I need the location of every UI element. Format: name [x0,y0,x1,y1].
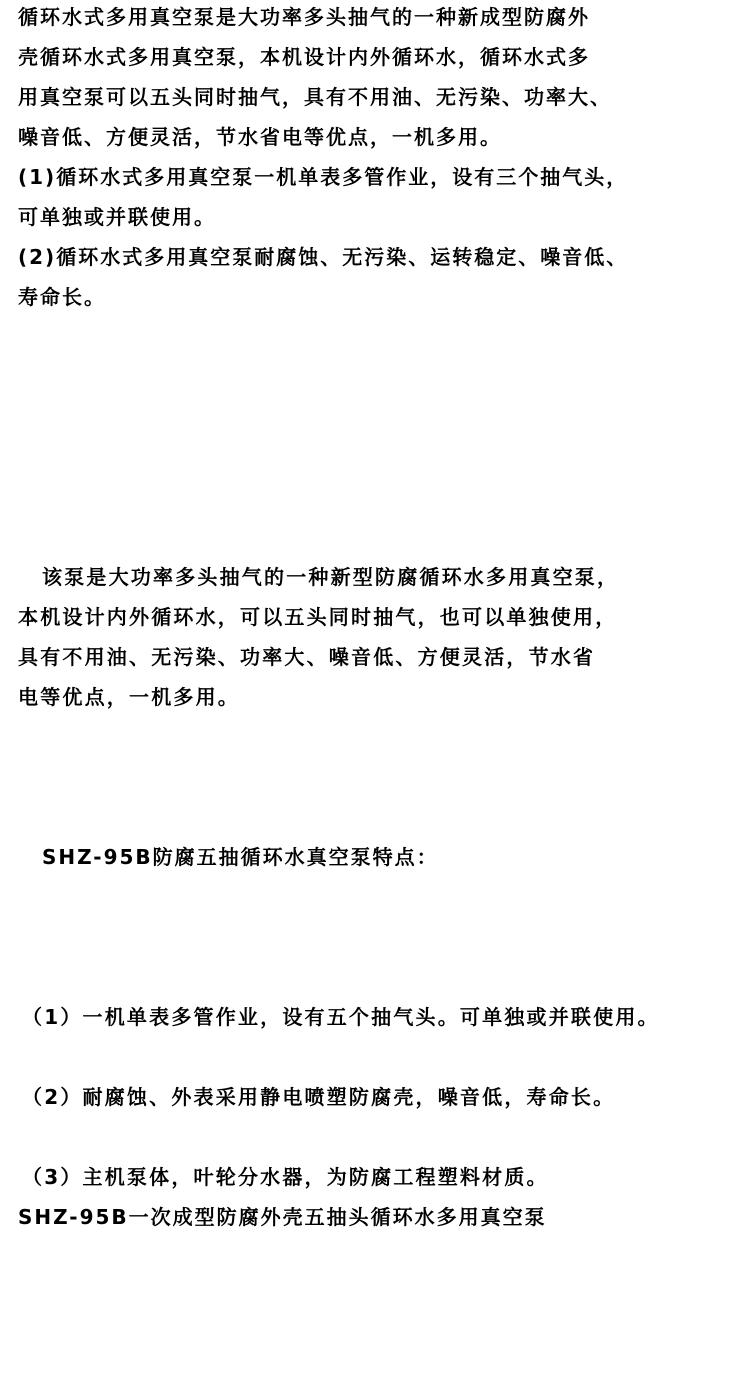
description-line: 该泵是大功率多头抽气的一种新型防腐循环水多用真空泵， [42,565,620,589]
feature-item: （2）耐腐蚀、外表采用静电喷塑防腐壳，噪音低，寿命长。 [22,1085,616,1109]
closing-line: SHZ-95B一次成型防腐外壳五抽头循环水多用真空泵 [18,1205,547,1229]
feature-item: （3）主机泵体，叶轮分水器，为防腐工程塑料材质。 [22,1165,549,1189]
intro-line: 用真空泵可以五头同时抽气，具有不用油、无污染、功率大、 [18,85,612,109]
features-title: SHZ-95B防腐五抽循环水真空泵特点： [42,845,439,869]
feature-item: （1）一机单表多管作业，设有五个抽气头。可单独或并联使用。 [22,1005,660,1029]
description-line: 本机设计内外循环水，可以五头同时抽气，也可以单独使用， [18,605,618,629]
description-line: 电等优点，一机多用。 [18,685,240,709]
intro-line: (1)循环水式多用真空泵一机单表多管作业，设有三个抽气头， [18,165,629,189]
intro-line: (2)循环水式多用真空泵耐腐蚀、无污染、运转稳定、噪音低、 [18,245,629,269]
intro-line: 可单独或并联使用。 [18,205,216,229]
intro-line: 寿命长。 [18,285,106,309]
description-line: 具有不用油、无污染、功率大、噪音低、方便灵活，节水省 [18,645,596,669]
intro-line: 噪音低、方便灵活，节水省电等优点，一机多用。 [18,125,502,149]
intro-line: 壳循环水式多用真空泵，本机设计内外循环水，循环水式多 [18,45,590,69]
intro-line: 循环水式多用真空泵是大功率多头抽气的一种新成型防腐外 [18,5,590,29]
